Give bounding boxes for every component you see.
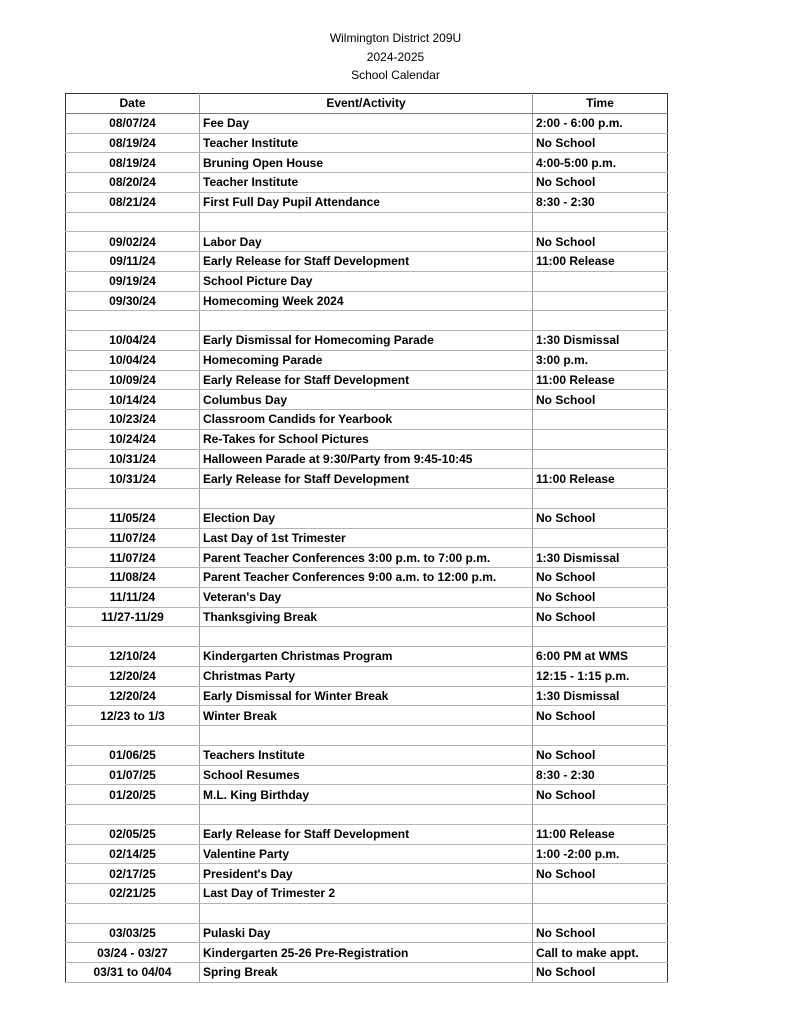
time-cell xyxy=(533,291,668,311)
date-cell xyxy=(66,489,200,509)
time-cell: No School xyxy=(533,923,668,943)
time-cell: 1:30 Dismissal xyxy=(533,686,668,706)
date-cell xyxy=(66,311,200,331)
table-row xyxy=(66,903,668,923)
table-row xyxy=(66,429,668,449)
event-cell: Early Dismissal for Homecoming Parade xyxy=(200,331,533,351)
event-cell xyxy=(200,212,533,232)
table-row xyxy=(66,350,668,370)
time-cell: 11:00 Release xyxy=(533,824,668,844)
table-row xyxy=(66,113,668,133)
event-cell: Last Day of Trimester 2 xyxy=(200,884,533,904)
time-cell: 1:30 Dismissal xyxy=(533,548,668,568)
time-cell: No School xyxy=(533,706,668,726)
date-cell: 11/07/24 xyxy=(66,528,200,548)
time-cell: 4:00-5:00 p.m. xyxy=(533,153,668,173)
event-cell: Spring Break xyxy=(200,963,533,983)
date-cell: 09/19/24 xyxy=(66,271,200,291)
date-cell xyxy=(66,903,200,923)
table-row xyxy=(66,271,668,291)
table-row xyxy=(66,726,668,746)
time-cell: 12:15 - 1:15 p.m. xyxy=(533,666,668,686)
table-row xyxy=(66,706,668,726)
date-cell xyxy=(66,627,200,647)
table-row xyxy=(66,508,668,528)
date-cell: 10/04/24 xyxy=(66,331,200,351)
document-heading xyxy=(0,29,791,85)
date-cell: 01/06/25 xyxy=(66,745,200,765)
date-cell: 10/09/24 xyxy=(66,370,200,390)
table-row xyxy=(66,785,668,805)
event-cell xyxy=(200,805,533,825)
time-cell: No School xyxy=(533,785,668,805)
event-cell: Parent Teacher Conferences 9:00 a.m. to 12:00 p.m. xyxy=(200,568,533,588)
time-cell xyxy=(533,805,668,825)
time-cell: No School xyxy=(533,508,668,528)
table-row xyxy=(66,647,668,667)
table-row xyxy=(66,212,668,232)
date-cell: 10/04/24 xyxy=(66,350,200,370)
time-cell: 11:00 Release xyxy=(533,469,668,489)
date-cell: 02/14/25 xyxy=(66,844,200,864)
column-header-time: Time xyxy=(533,94,668,114)
time-cell xyxy=(533,528,668,548)
table-header-row xyxy=(66,94,668,114)
event-cell: Early Release for Staff Development xyxy=(200,370,533,390)
event-cell: Halloween Parade at 9:30/Party from 9:45-10:45 xyxy=(200,449,533,469)
table-row xyxy=(66,331,668,351)
table-row xyxy=(66,252,668,272)
date-cell: 03/24 - 03/27 xyxy=(66,943,200,963)
time-cell: No School xyxy=(533,587,668,607)
event-cell: Kindergarten Christmas Program xyxy=(200,647,533,667)
table-row xyxy=(66,884,668,904)
time-cell: No School xyxy=(533,173,668,193)
date-cell: 10/24/24 xyxy=(66,429,200,449)
event-cell: Pulaski Day xyxy=(200,923,533,943)
date-cell: 01/07/25 xyxy=(66,765,200,785)
table-row xyxy=(66,627,668,647)
time-cell xyxy=(533,429,668,449)
event-cell xyxy=(200,311,533,331)
date-cell: 12/10/24 xyxy=(66,647,200,667)
event-cell: Christmas Party xyxy=(200,666,533,686)
time-cell: Call to make appt. xyxy=(533,943,668,963)
date-cell: 09/30/24 xyxy=(66,291,200,311)
date-cell: 02/21/25 xyxy=(66,884,200,904)
event-cell: Labor Day xyxy=(200,232,533,252)
time-cell: No School xyxy=(533,963,668,983)
table-row xyxy=(66,666,668,686)
date-cell: 03/03/25 xyxy=(66,923,200,943)
event-cell: M.L. King Birthday xyxy=(200,785,533,805)
event-cell: Classroom Candids for Yearbook xyxy=(200,410,533,430)
column-header-date: Date xyxy=(66,94,200,114)
event-cell: Election Day xyxy=(200,508,533,528)
event-cell xyxy=(200,489,533,509)
date-cell: 12/20/24 xyxy=(66,686,200,706)
table-row xyxy=(66,745,668,765)
event-cell: School Picture Day xyxy=(200,271,533,291)
time-cell: No School xyxy=(533,232,668,252)
event-cell: Bruning Open House xyxy=(200,153,533,173)
event-cell: Parent Teacher Conferences 3:00 p.m. to 7:00 p.m. xyxy=(200,548,533,568)
table-row xyxy=(66,548,668,568)
date-cell: 11/11/24 xyxy=(66,587,200,607)
table-row xyxy=(66,311,668,331)
date-cell: 10/31/24 xyxy=(66,469,200,489)
time-cell: 2:00 - 6:00 p.m. xyxy=(533,113,668,133)
event-cell: Early Release for Staff Development xyxy=(200,469,533,489)
time-cell xyxy=(533,212,668,232)
calendar-body xyxy=(66,113,668,982)
table-row xyxy=(66,133,668,153)
time-cell: 8:30 - 2:30 xyxy=(533,192,668,212)
date-cell: 08/21/24 xyxy=(66,192,200,212)
date-cell: 11/05/24 xyxy=(66,508,200,528)
event-cell xyxy=(200,903,533,923)
date-cell: 03/31 to 04/04 xyxy=(66,963,200,983)
table-row xyxy=(66,943,668,963)
date-cell: 08/19/24 xyxy=(66,153,200,173)
table-row xyxy=(66,824,668,844)
time-cell xyxy=(533,489,668,509)
event-cell: Winter Break xyxy=(200,706,533,726)
table-row xyxy=(66,686,668,706)
table-row xyxy=(66,765,668,785)
table-row xyxy=(66,805,668,825)
event-cell: Thanksgiving Break xyxy=(200,607,533,627)
time-cell xyxy=(533,903,668,923)
date-cell xyxy=(66,212,200,232)
date-cell: 11/08/24 xyxy=(66,568,200,588)
event-cell xyxy=(200,726,533,746)
time-cell xyxy=(533,726,668,746)
table-row xyxy=(66,449,668,469)
date-cell: 08/20/24 xyxy=(66,173,200,193)
date-cell: 02/05/25 xyxy=(66,824,200,844)
time-cell: 6:00 PM at WMS xyxy=(533,647,668,667)
date-cell xyxy=(66,726,200,746)
table-row xyxy=(66,291,668,311)
table-row xyxy=(66,370,668,390)
time-cell: 1:30 Dismissal xyxy=(533,331,668,351)
event-cell: Kindergarten 25-26 Pre-Registration xyxy=(200,943,533,963)
time-cell xyxy=(533,410,668,430)
event-cell: Columbus Day xyxy=(200,390,533,410)
time-cell: 8:30 - 2:30 xyxy=(533,765,668,785)
time-cell xyxy=(533,311,668,331)
calendar-table xyxy=(65,93,668,983)
event-cell: Re-Takes for School Pictures xyxy=(200,429,533,449)
event-cell: Early Release for Staff Development xyxy=(200,252,533,272)
time-cell: 3:00 p.m. xyxy=(533,350,668,370)
table-row xyxy=(66,607,668,627)
table-row xyxy=(66,864,668,884)
time-cell: No School xyxy=(533,607,668,627)
date-cell: 11/07/24 xyxy=(66,548,200,568)
time-cell: No School xyxy=(533,864,668,884)
event-cell: Valentine Party xyxy=(200,844,533,864)
event-cell: Homecoming Week 2024 xyxy=(200,291,533,311)
date-cell: 10/14/24 xyxy=(66,390,200,410)
time-cell xyxy=(533,449,668,469)
table-row xyxy=(66,587,668,607)
district-name: Wilmington District 209U xyxy=(329,31,462,45)
table-row xyxy=(66,232,668,252)
event-cell: Early Dismissal for Winter Break xyxy=(200,686,533,706)
date-cell: 01/20/25 xyxy=(66,785,200,805)
time-cell xyxy=(533,884,668,904)
event-cell: School Resumes xyxy=(200,765,533,785)
date-cell: 11/27-11/29 xyxy=(66,607,200,627)
event-cell: Teachers Institute xyxy=(200,745,533,765)
table-row xyxy=(66,923,668,943)
table-row xyxy=(66,390,668,410)
event-cell xyxy=(200,627,533,647)
date-cell: 08/19/24 xyxy=(66,133,200,153)
column-header-event: Event/Activity xyxy=(200,94,533,114)
event-cell: Teacher Institute xyxy=(200,173,533,193)
event-cell: Fee Day xyxy=(200,113,533,133)
event-cell: Teacher Institute xyxy=(200,133,533,153)
event-cell: Homecoming Parade xyxy=(200,350,533,370)
table-row xyxy=(66,469,668,489)
time-cell: No School xyxy=(533,133,668,153)
calendar-title: School Calendar xyxy=(351,68,440,82)
event-cell: Veteran's Day xyxy=(200,587,533,607)
time-cell: 11:00 Release xyxy=(533,370,668,390)
event-cell: President's Day xyxy=(200,864,533,884)
table-row xyxy=(66,173,668,193)
date-cell: 08/07/24 xyxy=(66,113,200,133)
table-row xyxy=(66,528,668,548)
event-cell: First Full Day Pupil Attendance xyxy=(200,192,533,212)
date-cell: 09/11/24 xyxy=(66,252,200,272)
event-cell: Early Release for Staff Development xyxy=(200,824,533,844)
time-cell xyxy=(533,627,668,647)
time-cell xyxy=(533,271,668,291)
table-row xyxy=(66,963,668,983)
date-cell: 02/17/25 xyxy=(66,864,200,884)
date-cell: 10/23/24 xyxy=(66,410,200,430)
date-cell: 10/31/24 xyxy=(66,449,200,469)
date-cell: 12/23 to 1/3 xyxy=(66,706,200,726)
table-row xyxy=(66,410,668,430)
date-cell: 12/20/24 xyxy=(66,666,200,686)
time-cell: No School xyxy=(533,745,668,765)
table-row xyxy=(66,153,668,173)
time-cell: 11:00 Release xyxy=(533,252,668,272)
table-row xyxy=(66,568,668,588)
event-cell: Last Day of 1st Trimester xyxy=(200,528,533,548)
table-row xyxy=(66,844,668,864)
time-cell: No School xyxy=(533,390,668,410)
time-cell: No School xyxy=(533,568,668,588)
school-year: 2024-2025 xyxy=(366,49,425,64)
time-cell: 1:00 -2:00 p.m. xyxy=(533,844,668,864)
date-cell xyxy=(66,805,200,825)
date-cell: 09/02/24 xyxy=(66,232,200,252)
table-row xyxy=(66,489,668,509)
table-row xyxy=(66,192,668,212)
